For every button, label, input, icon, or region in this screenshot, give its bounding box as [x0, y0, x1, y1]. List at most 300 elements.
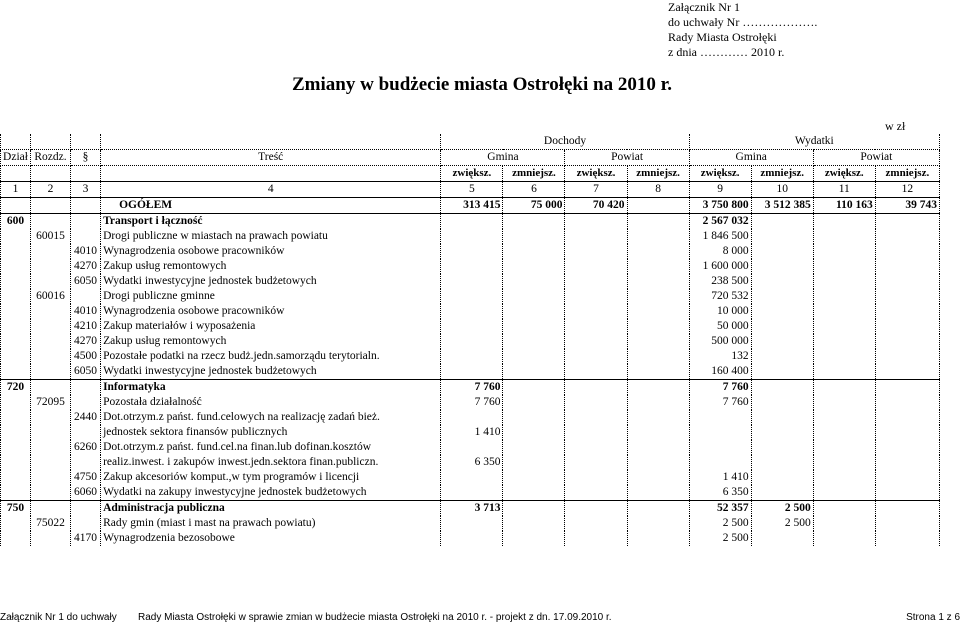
cell-value	[503, 259, 565, 274]
cell-value	[627, 319, 689, 334]
cell-value	[441, 244, 503, 259]
cell-value: 2 567 032	[689, 214, 751, 230]
cell-value: 6 350	[441, 455, 503, 470]
cell-tresc: Wydatki inwestycyjne jednostek budżetowych	[101, 274, 441, 289]
cell-dzial	[1, 364, 31, 380]
cell-rozdz	[31, 440, 71, 455]
cell-value	[875, 470, 939, 485]
cell-dzial	[1, 229, 31, 244]
cell-value	[565, 229, 627, 244]
cell-value	[627, 259, 689, 274]
table-row-par	[1, 364, 940, 380]
table-row-rozdz	[1, 516, 940, 531]
cell-tresc: Zakup usług remontowych	[101, 259, 441, 274]
cell-value	[875, 289, 939, 304]
column-number: 5	[441, 182, 503, 198]
cell-value	[813, 470, 875, 485]
cell-tresc: Wynagrodzenia bezosobowe	[101, 531, 441, 546]
cell-tresc: Pozostała działalność	[101, 395, 441, 410]
table-row-par	[1, 531, 940, 546]
cell-value	[441, 259, 503, 274]
cell-value	[751, 485, 813, 501]
cell-value	[565, 334, 627, 349]
cell-dzial	[1, 289, 31, 304]
cell-value	[875, 410, 939, 425]
cell-value	[503, 485, 565, 501]
resolution-date: z dnia ………… 2010 r.	[668, 45, 785, 59]
cell-tresc: Rady gmin (miast i mast na prawach powiatu)	[101, 516, 441, 531]
cell-value	[627, 440, 689, 455]
cell-value	[813, 289, 875, 304]
cell-paragraph: 4750	[71, 470, 101, 485]
cell-value	[565, 485, 627, 501]
cell-dzial	[1, 470, 31, 485]
cell-value	[565, 349, 627, 364]
header-dzial: Dział	[1, 150, 31, 166]
cell-value	[441, 304, 503, 319]
cell-value	[813, 364, 875, 380]
cell-paragraph: 6060	[71, 485, 101, 501]
cell-rozdz	[31, 334, 71, 349]
cell-tresc: Informatyka	[101, 380, 441, 396]
attachment-header	[668, 0, 817, 60]
budget-rows	[1, 198, 940, 547]
cell-rozdz	[31, 364, 71, 380]
cell-value	[751, 395, 813, 410]
header-cell	[31, 134, 71, 150]
column-number: 4	[101, 182, 441, 198]
cell-value: 70 420	[565, 198, 627, 214]
cell-value	[565, 440, 627, 455]
cell-paragraph	[71, 501, 101, 517]
header-income-powiat: Powiat	[565, 150, 689, 166]
header-rozdz: Rozdz.	[31, 150, 71, 166]
cell-dzial	[1, 516, 31, 531]
cell-value	[813, 304, 875, 319]
table-row-dzial	[1, 501, 940, 517]
column-number: 10	[751, 182, 813, 198]
cell-tresc: jednostek sektora finansów publicznych	[101, 425, 441, 440]
cell-value	[813, 516, 875, 531]
cell-rozdz	[31, 304, 71, 319]
cell-value	[565, 214, 627, 230]
cell-value	[813, 244, 875, 259]
cell-value	[503, 274, 565, 289]
cell-paragraph: 2440	[71, 410, 101, 425]
header-cell	[101, 134, 441, 150]
footer-middle: Rady Miasta Ostrołęki w sprawie zmian w budżecie miasta Ostrołęki na 2010 r. - projekt z dn. 17.09.2010 r.	[138, 612, 612, 623]
cell-value	[751, 334, 813, 349]
cell-value: 7 760	[689, 395, 751, 410]
cell-value	[875, 229, 939, 244]
cell-paragraph: 4010	[71, 304, 101, 319]
cell-paragraph: 4270	[71, 259, 101, 274]
cell-value	[565, 516, 627, 531]
cell-value	[627, 349, 689, 364]
cell-dzial	[1, 259, 31, 274]
cell-value	[875, 334, 939, 349]
cell-value	[813, 380, 875, 396]
cell-value	[813, 455, 875, 470]
cell-value: 2 500	[751, 501, 813, 517]
cell-paragraph: 6050	[71, 364, 101, 380]
cell-paragraph	[71, 289, 101, 304]
cell-rozdz	[31, 501, 71, 517]
cell-value	[565, 455, 627, 470]
cell-value	[627, 274, 689, 289]
cell-value: 7 760	[689, 380, 751, 396]
table-row-total	[1, 198, 940, 214]
cell-tresc: Wynagrodzenia osobowe pracowników	[101, 304, 441, 319]
header-expense-gmina: Gmina	[689, 150, 813, 166]
currency-unit: w zł	[885, 119, 906, 133]
cell-rozdz	[31, 198, 71, 214]
cell-value: 132	[689, 349, 751, 364]
column-number: 7	[565, 182, 627, 198]
cell-dzial	[1, 304, 31, 319]
cell-value	[503, 531, 565, 546]
cell-value	[503, 289, 565, 304]
header-decrease: zmniejsz.	[875, 166, 939, 182]
table-row-rozdz	[1, 395, 940, 410]
cell-paragraph: 4210	[71, 319, 101, 334]
cell-tresc: Zakup akcesoriów komput.,w tym programów i licencji	[101, 470, 441, 485]
cell-value	[875, 425, 939, 440]
cell-value	[751, 410, 813, 425]
header-increase: zwiększ.	[813, 166, 875, 182]
table-row-par	[1, 440, 940, 455]
cell-value	[503, 410, 565, 425]
cell-value	[565, 244, 627, 259]
cell-dzial	[1, 485, 31, 501]
footer-left: Załącznik Nr 1 do uchwały	[0, 612, 117, 623]
column-number: 6	[503, 182, 565, 198]
cell-value	[441, 470, 503, 485]
cell-value: 110 163	[813, 198, 875, 214]
cell-value	[627, 395, 689, 410]
cell-dzial	[1, 425, 31, 440]
cell-paragraph	[71, 516, 101, 531]
cell-value: 52 357	[689, 501, 751, 517]
cell-value	[441, 531, 503, 546]
table-row-par	[1, 470, 940, 485]
cell-value	[751, 214, 813, 230]
cell-value	[565, 274, 627, 289]
header-increase: zwiększ.	[441, 166, 503, 182]
cell-tresc: Dot.otrzym.z państ. fund.celowych na realizację zadań bież.	[101, 410, 441, 425]
header-increase: zwiększ.	[565, 166, 627, 182]
cell-value	[751, 425, 813, 440]
table-row-par	[1, 274, 940, 289]
cell-value: 7 760	[441, 380, 503, 396]
cell-value: 1 600 000	[689, 259, 751, 274]
header-decrease: zmniejsz.	[627, 166, 689, 182]
cell-rozdz: 72095	[31, 395, 71, 410]
header-cell	[1, 166, 31, 182]
cell-value	[813, 334, 875, 349]
cell-value	[751, 259, 813, 274]
cell-paragraph	[71, 229, 101, 244]
cell-value	[751, 440, 813, 455]
cell-value	[875, 395, 939, 410]
cell-value	[813, 531, 875, 546]
cell-paragraph	[71, 425, 101, 440]
cell-value	[875, 380, 939, 396]
cell-value	[565, 289, 627, 304]
table-row-par	[1, 244, 940, 259]
cell-value: 1 846 500	[689, 229, 751, 244]
cell-value	[503, 470, 565, 485]
cell-value	[441, 289, 503, 304]
cell-value: 10 000	[689, 304, 751, 319]
cell-rozdz	[31, 470, 71, 485]
header-decrease: zmniejsz.	[751, 166, 813, 182]
cell-value: 6 350	[689, 485, 751, 501]
header-cell	[1, 134, 31, 150]
cell-value: 3 512 385	[751, 198, 813, 214]
column-number: 3	[71, 182, 101, 198]
cell-value: 75 000	[503, 198, 565, 214]
cell-value	[441, 214, 503, 230]
cell-value	[503, 244, 565, 259]
cell-dzial	[1, 410, 31, 425]
cell-rozdz: 75022	[31, 516, 71, 531]
cell-dzial	[1, 349, 31, 364]
cell-value: 50 000	[689, 319, 751, 334]
cell-value	[627, 289, 689, 304]
table-row-par	[1, 349, 940, 364]
cell-value	[813, 214, 875, 230]
column-number: 2	[31, 182, 71, 198]
cell-value	[875, 501, 939, 517]
cell-value: 313 415	[441, 198, 503, 214]
cell-value	[875, 485, 939, 501]
cell-rozdz	[31, 455, 71, 470]
cell-value	[503, 380, 565, 396]
cell-dzial	[1, 198, 31, 214]
cell-value	[627, 304, 689, 319]
cell-rozdz	[31, 531, 71, 546]
cell-rozdz	[31, 485, 71, 501]
cell-tresc: Wynagrodzenia osobowe pracowników	[101, 244, 441, 259]
cell-paragraph	[71, 380, 101, 396]
cell-dzial	[1, 274, 31, 289]
cell-dzial: 720	[1, 380, 31, 396]
table-row-par	[1, 334, 940, 349]
cell-value	[875, 304, 939, 319]
cell-rozdz	[31, 244, 71, 259]
cell-value	[627, 229, 689, 244]
cell-value	[751, 470, 813, 485]
cell-value: 3 750 800	[689, 198, 751, 214]
cell-value: 3 713	[441, 501, 503, 517]
cell-value	[627, 455, 689, 470]
cell-value	[813, 410, 875, 425]
cell-value	[565, 425, 627, 440]
cell-value	[751, 531, 813, 546]
table-row-cont	[1, 425, 940, 440]
cell-value	[813, 349, 875, 364]
cell-paragraph: 4170	[71, 531, 101, 546]
cell-value	[503, 501, 565, 517]
cell-value: 1 410	[689, 470, 751, 485]
cell-value	[565, 259, 627, 274]
header-cell	[71, 134, 101, 150]
attachment-number: Załącznik Nr 1	[668, 0, 740, 14]
cell-value	[627, 470, 689, 485]
cell-rozdz	[31, 274, 71, 289]
cell-rozdz	[31, 259, 71, 274]
cell-value	[503, 516, 565, 531]
header-cell	[101, 166, 441, 182]
cell-value	[751, 244, 813, 259]
cell-value	[503, 229, 565, 244]
council-name: Rady Miasta Ostrołęki	[668, 30, 777, 44]
cell-rozdz	[31, 380, 71, 396]
cell-value	[627, 425, 689, 440]
header-cell	[71, 166, 101, 182]
cell-tresc: realiz.inwest. i zakupów inwest.jedn.sektora finan.publiczn.	[101, 455, 441, 470]
cell-paragraph: 4010	[71, 244, 101, 259]
cell-value	[565, 304, 627, 319]
cell-value	[813, 501, 875, 517]
header-expenses: Wydatki	[689, 134, 939, 150]
cell-value	[627, 334, 689, 349]
cell-value	[441, 274, 503, 289]
cell-value	[565, 364, 627, 380]
cell-value: 39 743	[875, 198, 939, 214]
cell-value	[813, 440, 875, 455]
column-number: 11	[813, 182, 875, 198]
cell-value	[441, 364, 503, 380]
cell-value	[751, 229, 813, 244]
cell-rozdz: 60016	[31, 289, 71, 304]
cell-value	[627, 364, 689, 380]
column-number: 8	[627, 182, 689, 198]
cell-value: 500 000	[689, 334, 751, 349]
table-row-rozdz	[1, 229, 940, 244]
cell-value: 2 500	[751, 516, 813, 531]
cell-dzial	[1, 395, 31, 410]
cell-value: 238 500	[689, 274, 751, 289]
cell-value	[441, 229, 503, 244]
cell-value	[751, 364, 813, 380]
cell-value	[689, 425, 751, 440]
cell-paragraph	[71, 198, 101, 214]
cell-value	[875, 349, 939, 364]
cell-rozdz	[31, 425, 71, 440]
cell-value	[565, 410, 627, 425]
cell-dzial	[1, 531, 31, 546]
cell-rozdz	[31, 214, 71, 230]
cell-tresc: Drogi publiczne w miastach na prawach powiatu	[101, 229, 441, 244]
cell-value	[565, 319, 627, 334]
cell-value	[751, 274, 813, 289]
cell-tresc: OGÓŁEM	[101, 198, 441, 214]
cell-value	[751, 319, 813, 334]
cell-tresc: Zakup materiałów i wyposażenia	[101, 319, 441, 334]
cell-value	[875, 274, 939, 289]
table-row-rozdz	[1, 289, 940, 304]
cell-value	[689, 440, 751, 455]
cell-value	[875, 531, 939, 546]
cell-tresc: Administracja publiczna	[101, 501, 441, 517]
cell-value	[503, 455, 565, 470]
cell-value	[441, 516, 503, 531]
cell-value	[441, 410, 503, 425]
table-row-dzial	[1, 380, 940, 396]
cell-value	[627, 410, 689, 425]
cell-value	[875, 364, 939, 380]
cell-tresc: Zakup usług remontowych	[101, 334, 441, 349]
header-income-gmina: Gmina	[441, 150, 565, 166]
cell-value	[875, 214, 939, 230]
table-row-cont	[1, 455, 940, 470]
header-expense-powiat: Powiat	[813, 150, 939, 166]
cell-value	[441, 485, 503, 501]
table-row-par	[1, 319, 940, 334]
cell-value	[689, 455, 751, 470]
cell-tresc: Wydatki inwestycyjne jednostek budżetowych	[101, 364, 441, 380]
cell-value	[875, 244, 939, 259]
column-number: 9	[689, 182, 751, 198]
cell-rozdz	[31, 410, 71, 425]
cell-value	[751, 455, 813, 470]
cell-tresc: Drogi publiczne gminne	[101, 289, 441, 304]
cell-value	[627, 198, 689, 214]
cell-paragraph: 4500	[71, 349, 101, 364]
cell-rozdz	[31, 349, 71, 364]
cell-value	[627, 380, 689, 396]
cell-value	[875, 455, 939, 470]
cell-dzial	[1, 440, 31, 455]
header-decrease: zmniejsz.	[503, 166, 565, 182]
cell-value	[813, 395, 875, 410]
cell-paragraph	[71, 395, 101, 410]
cell-value	[751, 289, 813, 304]
cell-value	[627, 485, 689, 501]
header-income: Dochody	[441, 134, 689, 150]
cell-value: 8 000	[689, 244, 751, 259]
cell-value	[875, 259, 939, 274]
cell-dzial	[1, 244, 31, 259]
cell-paragraph	[71, 455, 101, 470]
cell-value	[875, 516, 939, 531]
cell-value	[503, 440, 565, 455]
cell-value	[441, 334, 503, 349]
cell-tresc: Wydatki na zakupy inwestycyjne jednostek budżetowych	[101, 485, 441, 501]
column-number: 1	[1, 182, 31, 198]
cell-value	[813, 319, 875, 334]
resolution-number: do uchwały Nr ……………….	[668, 15, 818, 29]
cell-value	[503, 364, 565, 380]
cell-rozdz: 60015	[31, 229, 71, 244]
cell-value	[441, 319, 503, 334]
cell-value: 2 500	[689, 531, 751, 546]
header-cell	[31, 166, 71, 182]
cell-value	[813, 229, 875, 244]
cell-value	[751, 349, 813, 364]
cell-value	[813, 274, 875, 289]
footer-page-number: Strona 1 z 6	[906, 612, 960, 623]
table-row-par	[1, 304, 940, 319]
cell-value	[503, 214, 565, 230]
cell-dzial: 600	[1, 214, 31, 230]
cell-value	[441, 349, 503, 364]
cell-value	[627, 501, 689, 517]
cell-value	[503, 334, 565, 349]
cell-rozdz	[31, 319, 71, 334]
